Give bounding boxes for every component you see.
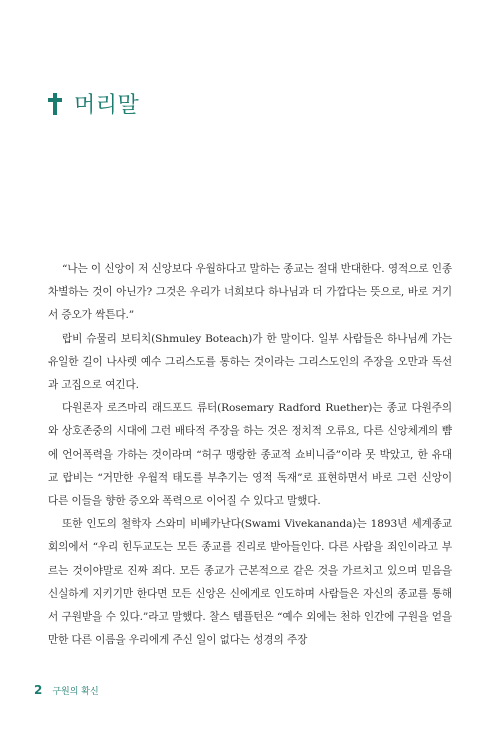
chapter-heading — [48, 88, 139, 119]
body-text — [48, 258, 452, 652]
paragraph-1: “나는 이 신앙이 저 신앙보다 우월하다고 말하는 종교는 절대 반대한다. 영적으로 인종차별하는 것이 아닌가? 그것은 우리가 너희보다 하나님과 더 가깝다는 뜻으로, 바로 거기서 증오가 싹튼다.” — [48, 263, 452, 322]
running-title: 구원의 확신 — [52, 687, 99, 697]
paragraph-2: 랍비 슈물리 보티치(Shmuley Boteach)가 한 말이다. 일부 사람들은 하나님께 가는 유일한 길이 나사렛 예수 그리스도를 통하는 것이라는 그리스도인의 주장을 오만과 독선과 고집으로 여긴다. — [48, 332, 452, 392]
page-number: 2 — [34, 683, 43, 697]
chapter-title: 머리말 — [74, 93, 140, 118]
cross-icon — [48, 93, 62, 115]
page-footer — [34, 683, 99, 697]
paragraph-3: 다원론자 로즈마리 래드포드 류터(Rosemary Radford Ruether)는 종교 다원주의와 상호존중의 시대에 그런 배타적 주장을 하는 것은 정치적 오류요, 다른 신앙체계의 뺨에 언어폭력을 가하는 것이라며 “허구 맹랑한 종교적 쇼비니즘”이라 못 박았고, 한 유대교 랍비는 “거만한 우월적 태도를 부추기는 영적 독재”로 표현하면서 바로 그런 신앙이 다른 이들을 향한 증오와 폭력으로 이어질 수 있다고 말했다. — [48, 402, 452, 508]
paragraph-4: 또한 인도의 철학자 스와미 비베카난다(Swami Vivekananda)는 1893년 세계종교회의에서 “우리 힌두교도는 모든 종교를 진리로 받아들인다. 다른 사람을 죄인이라고 부르는 것이야말로 진짜 죄다. 모든 종교가 근본적으로 같은 것을 가르치고 있으며 믿음을 신실하게 지키기만 한다면 모든 신앙은 신에게로 인도하며 사람들은 자신의 종교를 통해서 구원받을 수 있다.”라고 말했다. 찰스 템플턴은 “예수 외에는 천하 인간에 구원을 얻을 만한 다른 이름을 우리에게 주신 일이 없다는 성경의 주장 — [48, 518, 452, 647]
